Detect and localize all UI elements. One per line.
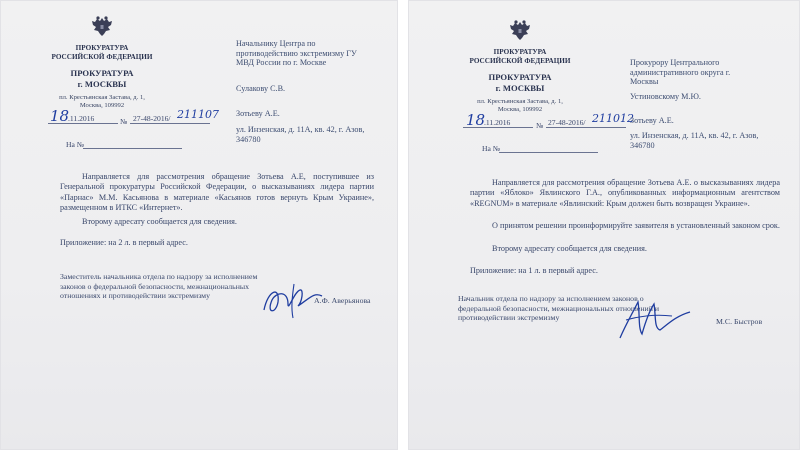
body-paragraph-2: О принятом решении проинформируйте заявителя в установленный законом срок. (492, 221, 780, 230)
org-line-2: РОССИЙСКОЙ ФЕДЕРАЦИИ (51, 53, 153, 61)
date-day-handwritten: 18 (466, 111, 486, 129)
attachment-note: Приложение: на 2 л. в первый адрес. (60, 238, 188, 247)
recipient-1-name: Сулакову С.В. (236, 84, 286, 93)
number-handwritten: 211107 (177, 108, 219, 121)
org-line-4: г. МОСКВЫ (77, 79, 127, 89)
body-paragraph-3: Второму адресату сообщается для сведения. (492, 244, 647, 253)
org-line-4: г. МОСКВЫ (495, 83, 545, 93)
reference-label: На № (482, 144, 500, 153)
address-line-2: Москва, 109992 (497, 106, 543, 113)
number-underline (130, 123, 210, 124)
number-handwritten: 211012 (592, 112, 634, 125)
date-text: .11.2016 (68, 114, 95, 123)
recipient-1: Начальнику Центра по противодействию экстремизму ГУ МВД России по г. Москве (236, 39, 357, 68)
date-underline (463, 127, 533, 128)
reference-underline (499, 152, 598, 153)
outgoing-number: 27-48-2016/ (133, 114, 171, 123)
reference-label: На № (66, 140, 84, 149)
handwritten-signature-icon (616, 294, 694, 344)
date-underline (48, 123, 118, 124)
page-divider (398, 0, 408, 450)
address-line-2: Москва, 109992 (79, 102, 125, 109)
number-sign: № (120, 117, 128, 126)
outgoing-number: 27-48-2016/ (548, 118, 586, 127)
recipient-2: Зотьеву А.Е. (236, 109, 280, 118)
org-line-1: ПРОКУРАТУРА (75, 44, 129, 52)
org-line-3: ПРОКУРАТУРА (488, 72, 552, 82)
letter-left (0, 0, 398, 450)
recipient-1: Прокурору Центрального административного округа г. Москвы (630, 58, 731, 87)
org-line-1: ПРОКУРАТУРА (493, 48, 547, 56)
attachment-note: Приложение: на 1 л. в первый адрес. (470, 266, 598, 275)
letter-right (408, 0, 800, 450)
reference-underline (83, 148, 182, 149)
recipient-2-address: ул. Инзенская, д. 11А, кв. 42, г. Азов, 346780 (630, 131, 759, 150)
org-line-3: ПРОКУРАТУРА (70, 68, 134, 78)
body-paragraph-1: Направляется для рассмотрения обращение Зотьева А.Е. о высказываниях лидера партии «Яблоко» Явлинского Г.А., опубликованных информационным агентством «REGNUM» в материале «Явлинский: Крым должен быть возвращен Украине». (470, 178, 780, 208)
recipient-2-address: ул. Инзенская, д. 11А, кв. 42, г. Азов, 346780 (236, 125, 365, 144)
signer-name: М.С. Быстров (716, 317, 763, 326)
recipient-2: Зотьеву А.Е. (630, 116, 674, 125)
signer-title: Начальник отдела по надзору за исполнением законов о федеральной безопасности, межнациональных отношений и противодействии экстремизму (458, 294, 659, 323)
double-headed-eagle-emblem-icon (89, 14, 115, 40)
address-line-1: пл. Крестьянская Застава, д. 1, (59, 94, 145, 101)
date-day-handwritten: 18 (50, 107, 70, 125)
signer-name: А.Ф. Аверьянова (314, 296, 371, 305)
body-paragraph-2: Второму адресату сообщается для сведения. (82, 217, 237, 226)
double-headed-eagle-emblem-icon (507, 18, 533, 44)
recipient-1-name: Устиновскому М.Ю. (630, 92, 701, 101)
number-sign: № (536, 121, 544, 130)
number-underline (546, 127, 626, 128)
body-paragraph-1: Направляется для рассмотрения обращение Зотьева А.Е, поступившее из Генеральной прокуратуры Российской Федерации, о высказываниях лидера партии «Парнас» М.М. Касьянова в материале «Касьянов готов вернуть Крым Украине», размещенном в ИТКС «Интернет». (60, 172, 374, 213)
date-text: .11.2016 (484, 118, 511, 127)
org-line-2: РОССИЙСКОЙ ФЕДЕРАЦИИ (469, 57, 571, 65)
address-line-1: пл. Крестьянская Застава, д. 1, (477, 98, 563, 105)
signer-title: Заместитель начальника отдела по надзору за исполнением законов о федеральной безопасности, межнациональных отношениях и противодействии экстремизму (60, 272, 258, 301)
